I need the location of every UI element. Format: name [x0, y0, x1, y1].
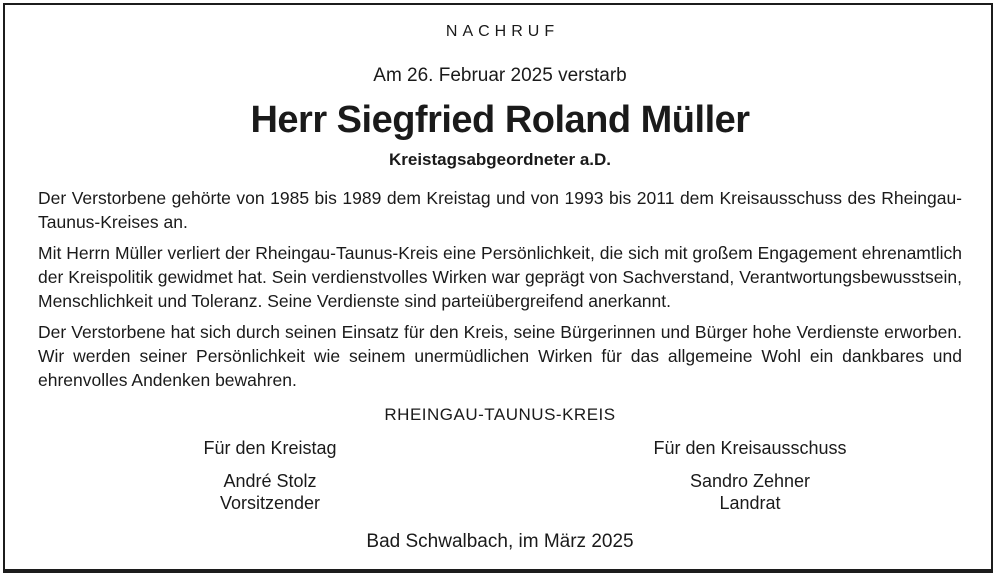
signature-for-row [0, 437, 1000, 514]
death-date-line: Am 26. Februar 2025 verstarb [373, 65, 627, 86]
signature-block-kreisausschuss [500, 437, 1000, 514]
place-and-date: Bad Schwalbach, im März 2025 [366, 531, 634, 552]
signature-block-kreistag [0, 437, 500, 514]
signatory-name-kreistag: André Stolz [223, 471, 317, 491]
notice-kicker: NACHRUF [445, 23, 560, 40]
obituary-paragraph: Mit Herrn Müller verliert der Rheingau-Taunus-Kreis eine Persönlichkeit, die sich mit großem Engagement ehrenamtlich der Kreispolitik gewidmet hat. Sein verdienstvolles Wirken war geprägt von Sachverstand, Verantwortungsbewusstsein, Menschlichkeit und Toleranz. Seine Verdienste sind parteiübergreifend anerkannt. [38, 243, 962, 311]
organization-name: RHEINGAU-TAUNUS-KREIS [384, 405, 616, 424]
deceased-role: Kreistagsabgeordneter a.D. [388, 150, 611, 169]
obituary-paragraph: Der Verstorbene hat sich durch seinen Einsatz für den Kreis, seine Bürgerinnen und Bürger hohe Verdienste erworben. Wir werden seiner Persönlichkeit wie seinem unermüdlichen Wirken für das allgemeine Wohl ein dankbares und ehrenvolles Andenken bewahren. [38, 322, 962, 390]
deceased-name: Herr Siegfried Roland Müller [250, 99, 750, 141]
signature-for-kreisausschuss: Für den Kreisausschuss [653, 438, 847, 458]
signatory-name-kreisausschuss: Sandro Zehner [689, 471, 811, 491]
obituary-body [38, 186, 962, 392]
obituary-paragraph: Der Verstorbene gehörte von 1985 bis 1989 dem Kreistag und von 1993 bis 2011 dem Kreisausschuss des Rheingau-Taunus-Kreises an. [38, 188, 962, 232]
signatory-title-kreistag: Vorsitzender [219, 493, 321, 513]
signature-for-kreistag: Für den Kreistag [203, 438, 337, 458]
signatory-title-kreisausschuss: Landrat [719, 493, 781, 513]
